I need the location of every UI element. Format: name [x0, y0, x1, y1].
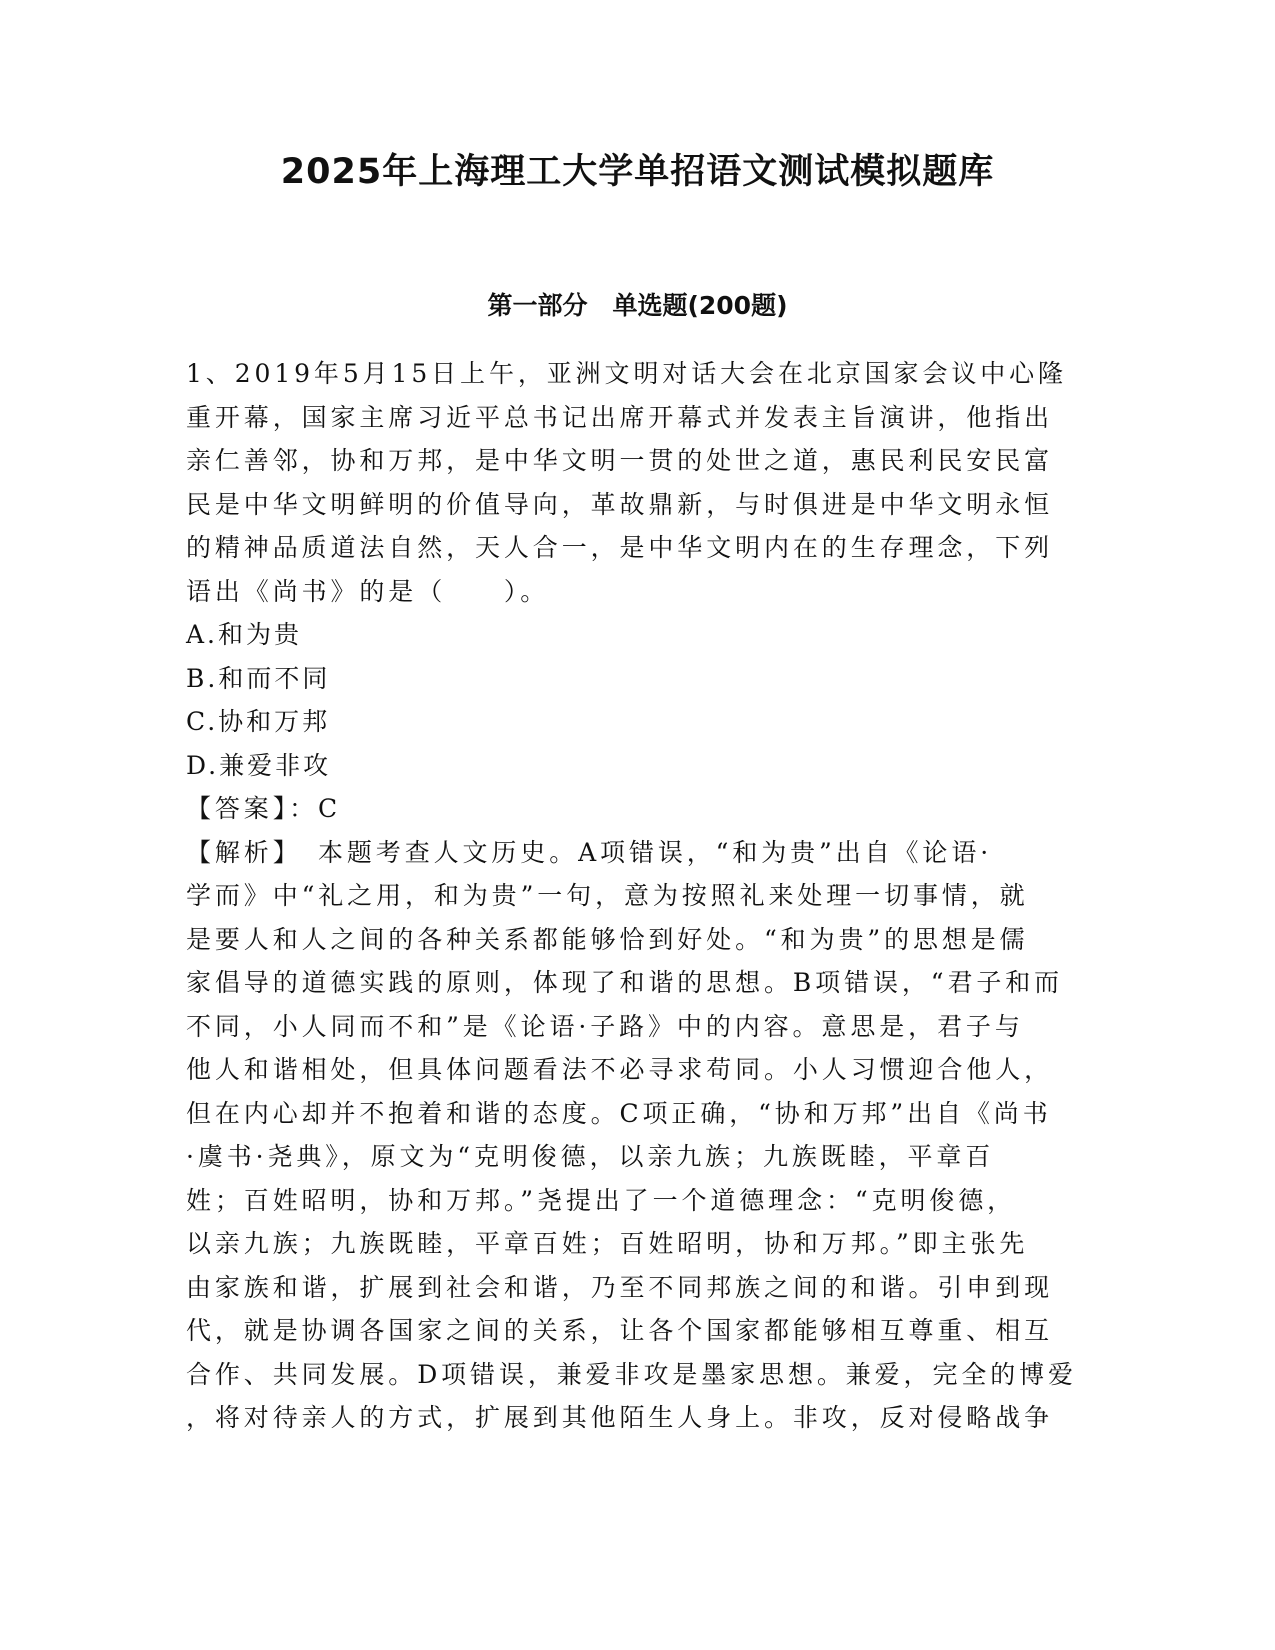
analysis-line: 姓；百姓昭明，协和万邦。”尧提出了一个道德理念：“克明俊德， — [186, 1185, 1017, 1215]
document-title: 2025年上海理工大学单招语文测试模拟题库 — [280, 152, 995, 192]
analysis-line: 不同，小人同而不和”是《论语·子路》中的内容。意思是，君子与 — [186, 1011, 1024, 1041]
answer-line: 【答案】：C — [186, 794, 342, 823]
option-list — [186, 613, 1086, 787]
stem-line: 的精神品质道法自然，天人合一，是中华文明内在的生存理念，下列 — [186, 533, 1054, 562]
analysis-line: 代，就是协调各国家之间的关系，让各个国家都能够相互尊重、相互 — [186, 1316, 1054, 1345]
analysis-line: 学而》中“礼之用，和为贵”一句，意为按照礼来处理一切事情，就 — [186, 881, 1029, 910]
question-stem — [186, 352, 1086, 613]
analysis-line: 【解析】 本题考查人文历史。A项错误，“和为贵”出自《论语· — [186, 837, 993, 867]
option-d: D.兼爱非攻 — [186, 750, 332, 780]
analysis-line: 他人和谐相处，但具体问题看法不必寻求苟同。小人习惯迎合他人， — [186, 1055, 1054, 1084]
analysis-line: ，将对待亲人的方式，扩展到其他陌生人身上。非攻，反对侵略战争 — [186, 1403, 1054, 1432]
analysis-line: 是要人和人之间的各种关系都能够恰到好处。“和为贵”的思想是儒 — [186, 924, 1029, 954]
stem-line: 重开幕，国家主席习近平总书记出席开幕式并发表主旨演讲，他指出 — [186, 402, 1054, 432]
stem-line: 语出《尚书》的是（ ）。 — [186, 576, 550, 606]
option-c: C.协和万邦 — [186, 707, 331, 736]
question-block — [186, 352, 1086, 1440]
section-heading: 第一部分 单选题(200题) — [487, 291, 788, 320]
stem-line: 民是中华文明鲜明的价值导向，革故鼎新，与时俱进是中华文明永恒 — [186, 489, 1054, 519]
analysis-line: ·虞书·尧典》，原文为“克明俊德，以亲九族；九族既睦，平章百 — [186, 1142, 995, 1171]
analysis-block — [186, 831, 1086, 1440]
option-b: B.和而不同 — [186, 663, 331, 693]
analysis-line: 合作、共同发展。D项错误，兼爱非攻是墨家思想。兼爱，完全的博爱 — [186, 1359, 1077, 1389]
analysis-line: 家倡导的道德实践的原则，体现了和谐的思想。B项错误，“君子和而 — [186, 968, 1064, 997]
analysis-line: 由家族和谐，扩展到社会和谐，乃至不同邦族之间的和谐。引申到现 — [186, 1272, 1054, 1302]
analysis-line: 以亲九族；九族既睦，平章百姓；百姓昭明，协和万邦。”即主张先 — [186, 1229, 1029, 1258]
stem-line: 亲仁善邻，协和万邦，是中华文明一贯的处世之道，惠民利民安民富 — [186, 446, 1054, 475]
stem-line: 1、2019年5月15日上午，亚洲文明对话大会在北京国家会议中心隆 — [186, 359, 1067, 388]
option-a: A.和为贵 — [186, 620, 303, 649]
analysis-line: 但在内心却并不抱着和谐的态度。C项正确，“协和万邦”出自《尚书 — [186, 1098, 1052, 1128]
